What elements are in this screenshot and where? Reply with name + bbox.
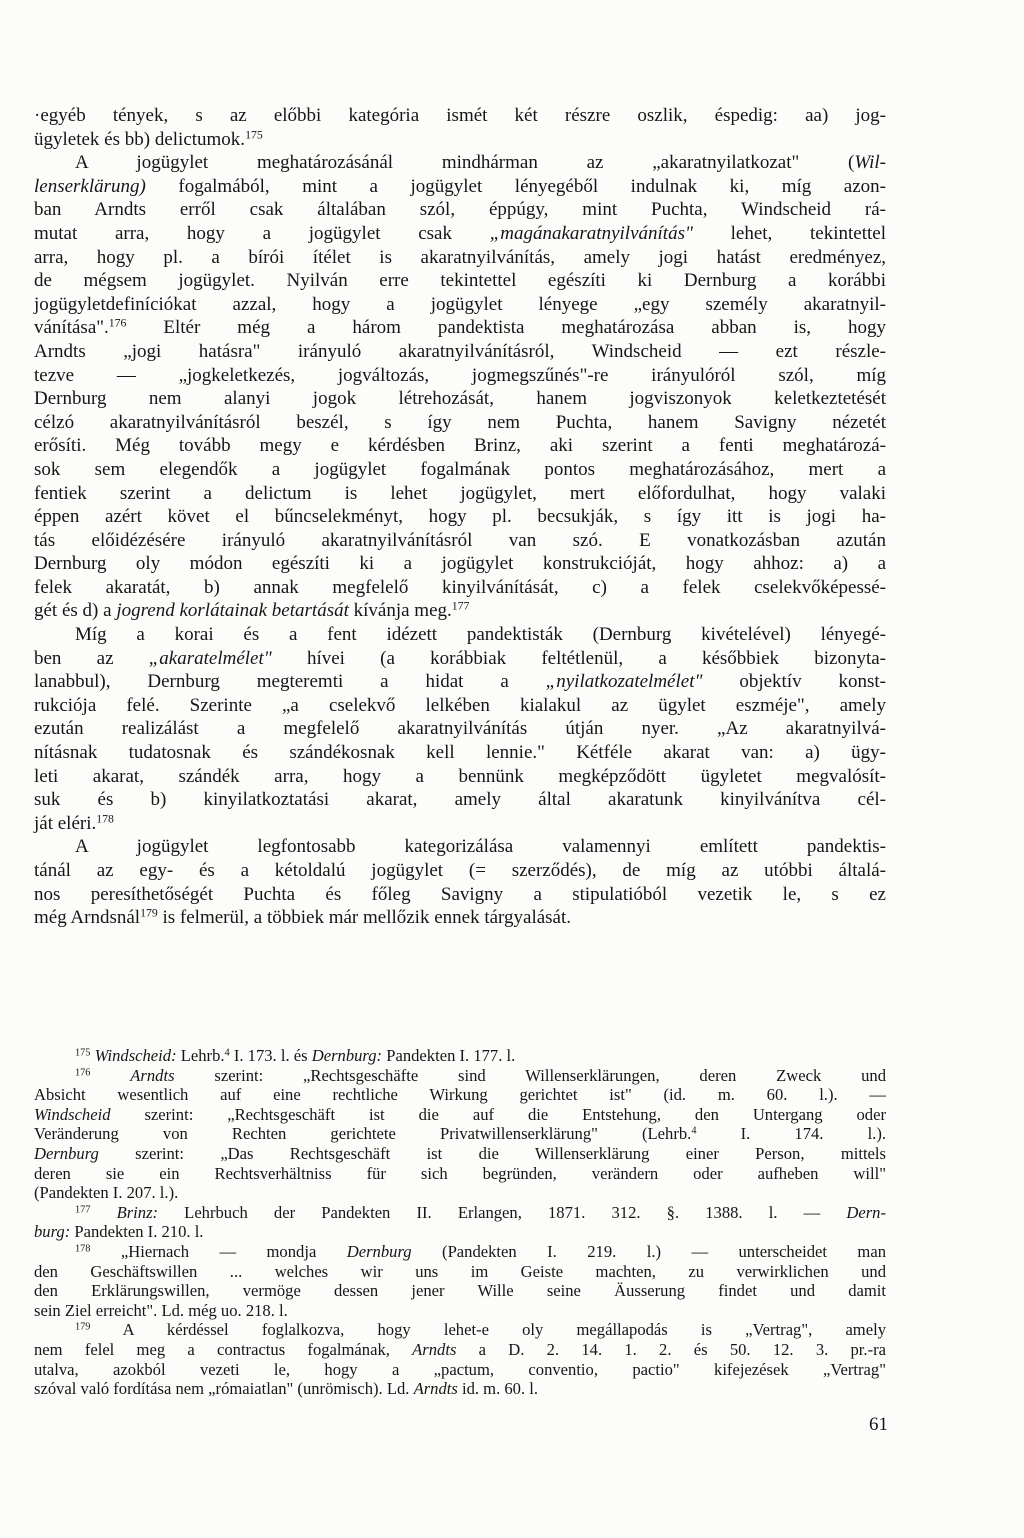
text-line: felek akaratát, b) annak megfelelő kinyilvánítását, c) a felek cselekvőképessé- (34, 576, 886, 598)
text-line: arra, hogy pl. a bírói ítélet is akaratnyilvánítás, amely jogi hatást eredményez, (34, 246, 886, 268)
text-line: mutat arra, hogy a jogügylet csak „magánakaratnyilvánítás" lehet, tekintettel (34, 222, 886, 244)
text-line: gét és d) a jogrend korlátainak betartását kívánja meg.$^{177}$ (34, 600, 470, 622)
footnote-line: (Pandekten I. 207. l.). (34, 1183, 179, 1203)
text-line: éppen azért követ el bűncselekményt, hogy pl. becsukják, s így itt is jogi ha- (34, 506, 886, 528)
text-line: lanabbul), Dernburg megteremti a hidat a „nyilatkozatelmélet" objektív konst- (34, 671, 886, 693)
text-line: ját eléri.$^{178}$ (34, 812, 114, 834)
page-number: 61 (869, 1414, 888, 1435)
text-line: ügyletek és bb) delictumok.$^{175}$ (34, 128, 263, 150)
footnote-line: burg: Pandekten I. 210. l. (34, 1222, 204, 1242)
footnote-line: $^{177}$ Brinz: Lehrbuch der Pandekten II. Erlangen, 1871. 312. §. 1388. l. — Dern- (75, 1202, 886, 1222)
text-line: suk és b) kinyilatkoztatási akarat, amely által akaratunk kinyilvánítva cél- (34, 789, 886, 811)
text-line: sok sem elegendők a jogügylet fogalmának pontos meghatározásához, mert a (34, 458, 886, 480)
text-line: Dernburg nem alanyi jogok létrehozását, hanem jogviszonyok keletkeztetését (34, 388, 886, 410)
text-line: A jogügylet legfontosabb kategorizálása valamennyi említett pandektis- (75, 836, 886, 858)
text-line: vánítása".$^{176}$ Eltér még a három pandektista meghatározása abban is, hogy (34, 316, 886, 339)
footnote-line: den Erklärungswillen, vermöge dessen jener Wille seine Äusserung findet und damit (34, 1281, 886, 1301)
text-line: tezve — „jogkeletkezés, jogváltozás, jogmegszűnés"-re irányulóról szól, míg (34, 364, 886, 386)
text-line: Míg a korai és a fent idézett pandektisták (Dernburg kivételével) lényegé- (75, 624, 886, 646)
footnote-line: $^{175}$ Windscheid: Lehrb.$^4$ I. 173. l. és Dernburg: Pandekten I. 177. l. (75, 1046, 516, 1065)
text-line: erősíti. Még tovább megy e kérdésben Brinz, aki szerint a fenti meghatározá- (34, 435, 886, 457)
text-line: ban Arndts erről csak általában szól, éppúgy, mint Puchta, Windscheid rá- (34, 199, 886, 221)
footnote-line: Veränderung von Rechten gerichtete Privatwillenserklärung" (Lehrb.$^4$ I. 174. l.). (34, 1124, 887, 1144)
text-line: nos peresíthetőségét Puchta és főleg Savigny a stipulatióból vezetik le, s ez (34, 883, 886, 905)
main-text (34, 104, 886, 930)
text-line: jogügyletdefiníciókat azzal, hogy a jogügylet lényege „egy személy akaratnyil- (34, 293, 886, 315)
footnote-line: $^{178}$ „Hiernach — mondja Dernburg (Pandekten I. 219. l.) — unterscheidet man (75, 1241, 886, 1261)
footnote-line: den Geschäftswillen ... welches wir uns im Geiste machten, zu verwirklichen und (34, 1261, 886, 1281)
text-line: leti akarat, szándék arra, hogy a bennünk megképződött ügyletet megvalósít- (34, 765, 886, 787)
text-line: fentiek szerint a delictum is lehet jogügylet, mert előfordulhat, hogy valaki (34, 482, 886, 504)
footnote-line: Absicht wesentlich auf eine rechtliche Wirkung gerichtet ist" (id. m. 60. l.). — (34, 1085, 886, 1105)
text-line: Dernburg oly módon egészíti ki a jogügylet konstrukcióját, hogy ahhoz: a) a (34, 553, 886, 575)
footnote-line: utalva, azokból vezeti le, hogy a „pactum, conventio, pactio" kifejezések „Vertrag" (34, 1359, 886, 1379)
text-line: rukciója felé. Szerinte „a cselekvő lelkében kialakul az ügylet eszméje", amely (34, 694, 886, 716)
text-line: tás előidézésére irányuló akaratnyilvánításról van szó. E vonatkozásban azután (34, 529, 886, 551)
footnote-line: sein Ziel erreicht". Ld. még uo. 218. l. (34, 1300, 288, 1320)
text-line: célzó akaratnyilvánításról beszél, s így nem Puchta, hanem Savigny nézetét (34, 411, 886, 433)
text-line: tánál az egy- és a kétoldalú jogügylet (= szerződés), de míg az utóbbi általá- (34, 860, 886, 881)
text-line: lenserklärung) fogalmából, mint a jogügylet lényegéből indulnak ki, míg azon- (34, 175, 886, 197)
text-line: nításnak tudatosnak és szándékosnak kell lennie." Kétféle akarat van: a) ügy- (34, 742, 886, 764)
text-line: ben az „akaratelmélet" hívei (a korábbiak feltétlenül, a későbbiek bizonyta- (34, 647, 886, 669)
text-line: még Arndsnál$^{179}$ is felmerül, a többiek már mellőzik ennek tárgyalását. (34, 906, 572, 929)
footnote-line: deren sie ein Rechtsverhältniss für sich begründen, verändern oder aufheben will" (34, 1163, 886, 1183)
footnote-line: szóval való fordítása nem „rómaiatlan" (unrömisch). Ld. Arndts id. m. 60. l. (34, 1379, 539, 1399)
text-line: ezután realizálást a megfelelő akaratnyilvánítás útján nyer. „Az akaratnyilvá- (34, 718, 886, 740)
footnotes (34, 1046, 886, 1399)
text-line: de mégsem jogügylet. Nyilván erre tekintettel egészíti ki Dernburg a korábbi (34, 270, 886, 292)
footnote-line: Windscheid szerint: „Rechtsgeschäft ist die auf die Entstehung, den Untergang oder (34, 1104, 886, 1124)
text-line: A jogügylet meghatározásánál mindhárman az „akaratnyilatkozat" (Wil- (75, 152, 886, 174)
text-line: ·egyéb tények, s az előbbi kategória ismét két részre oszlik, éspedig: aa) jog- (34, 105, 886, 126)
text-line: Arndts „jogi hatásra" irányuló akaratnyilvánításról, Windscheid — ezt részle- (34, 340, 886, 362)
footnote-line: $^{176}$ Arndts szerint: „Rechtsgeschäfte sind Willenserklärungen, deren Zweck und (75, 1065, 886, 1085)
footnote-line: $^{179}$ A kérdéssel foglalkozva, hogy lehet-e oly megállapodás is „Vertrag", amely (75, 1320, 886, 1340)
footnote-line: nem felel meg a contractus fogalmának, Arndts a D. 2. 14. 1. 2. és 50. 12. 3. pr.-ra (34, 1339, 886, 1359)
footnote-line: Dernburg szerint: „Das Rechtsgeschäft ist die Willenserklärung einer Person, mittels (34, 1143, 886, 1163)
